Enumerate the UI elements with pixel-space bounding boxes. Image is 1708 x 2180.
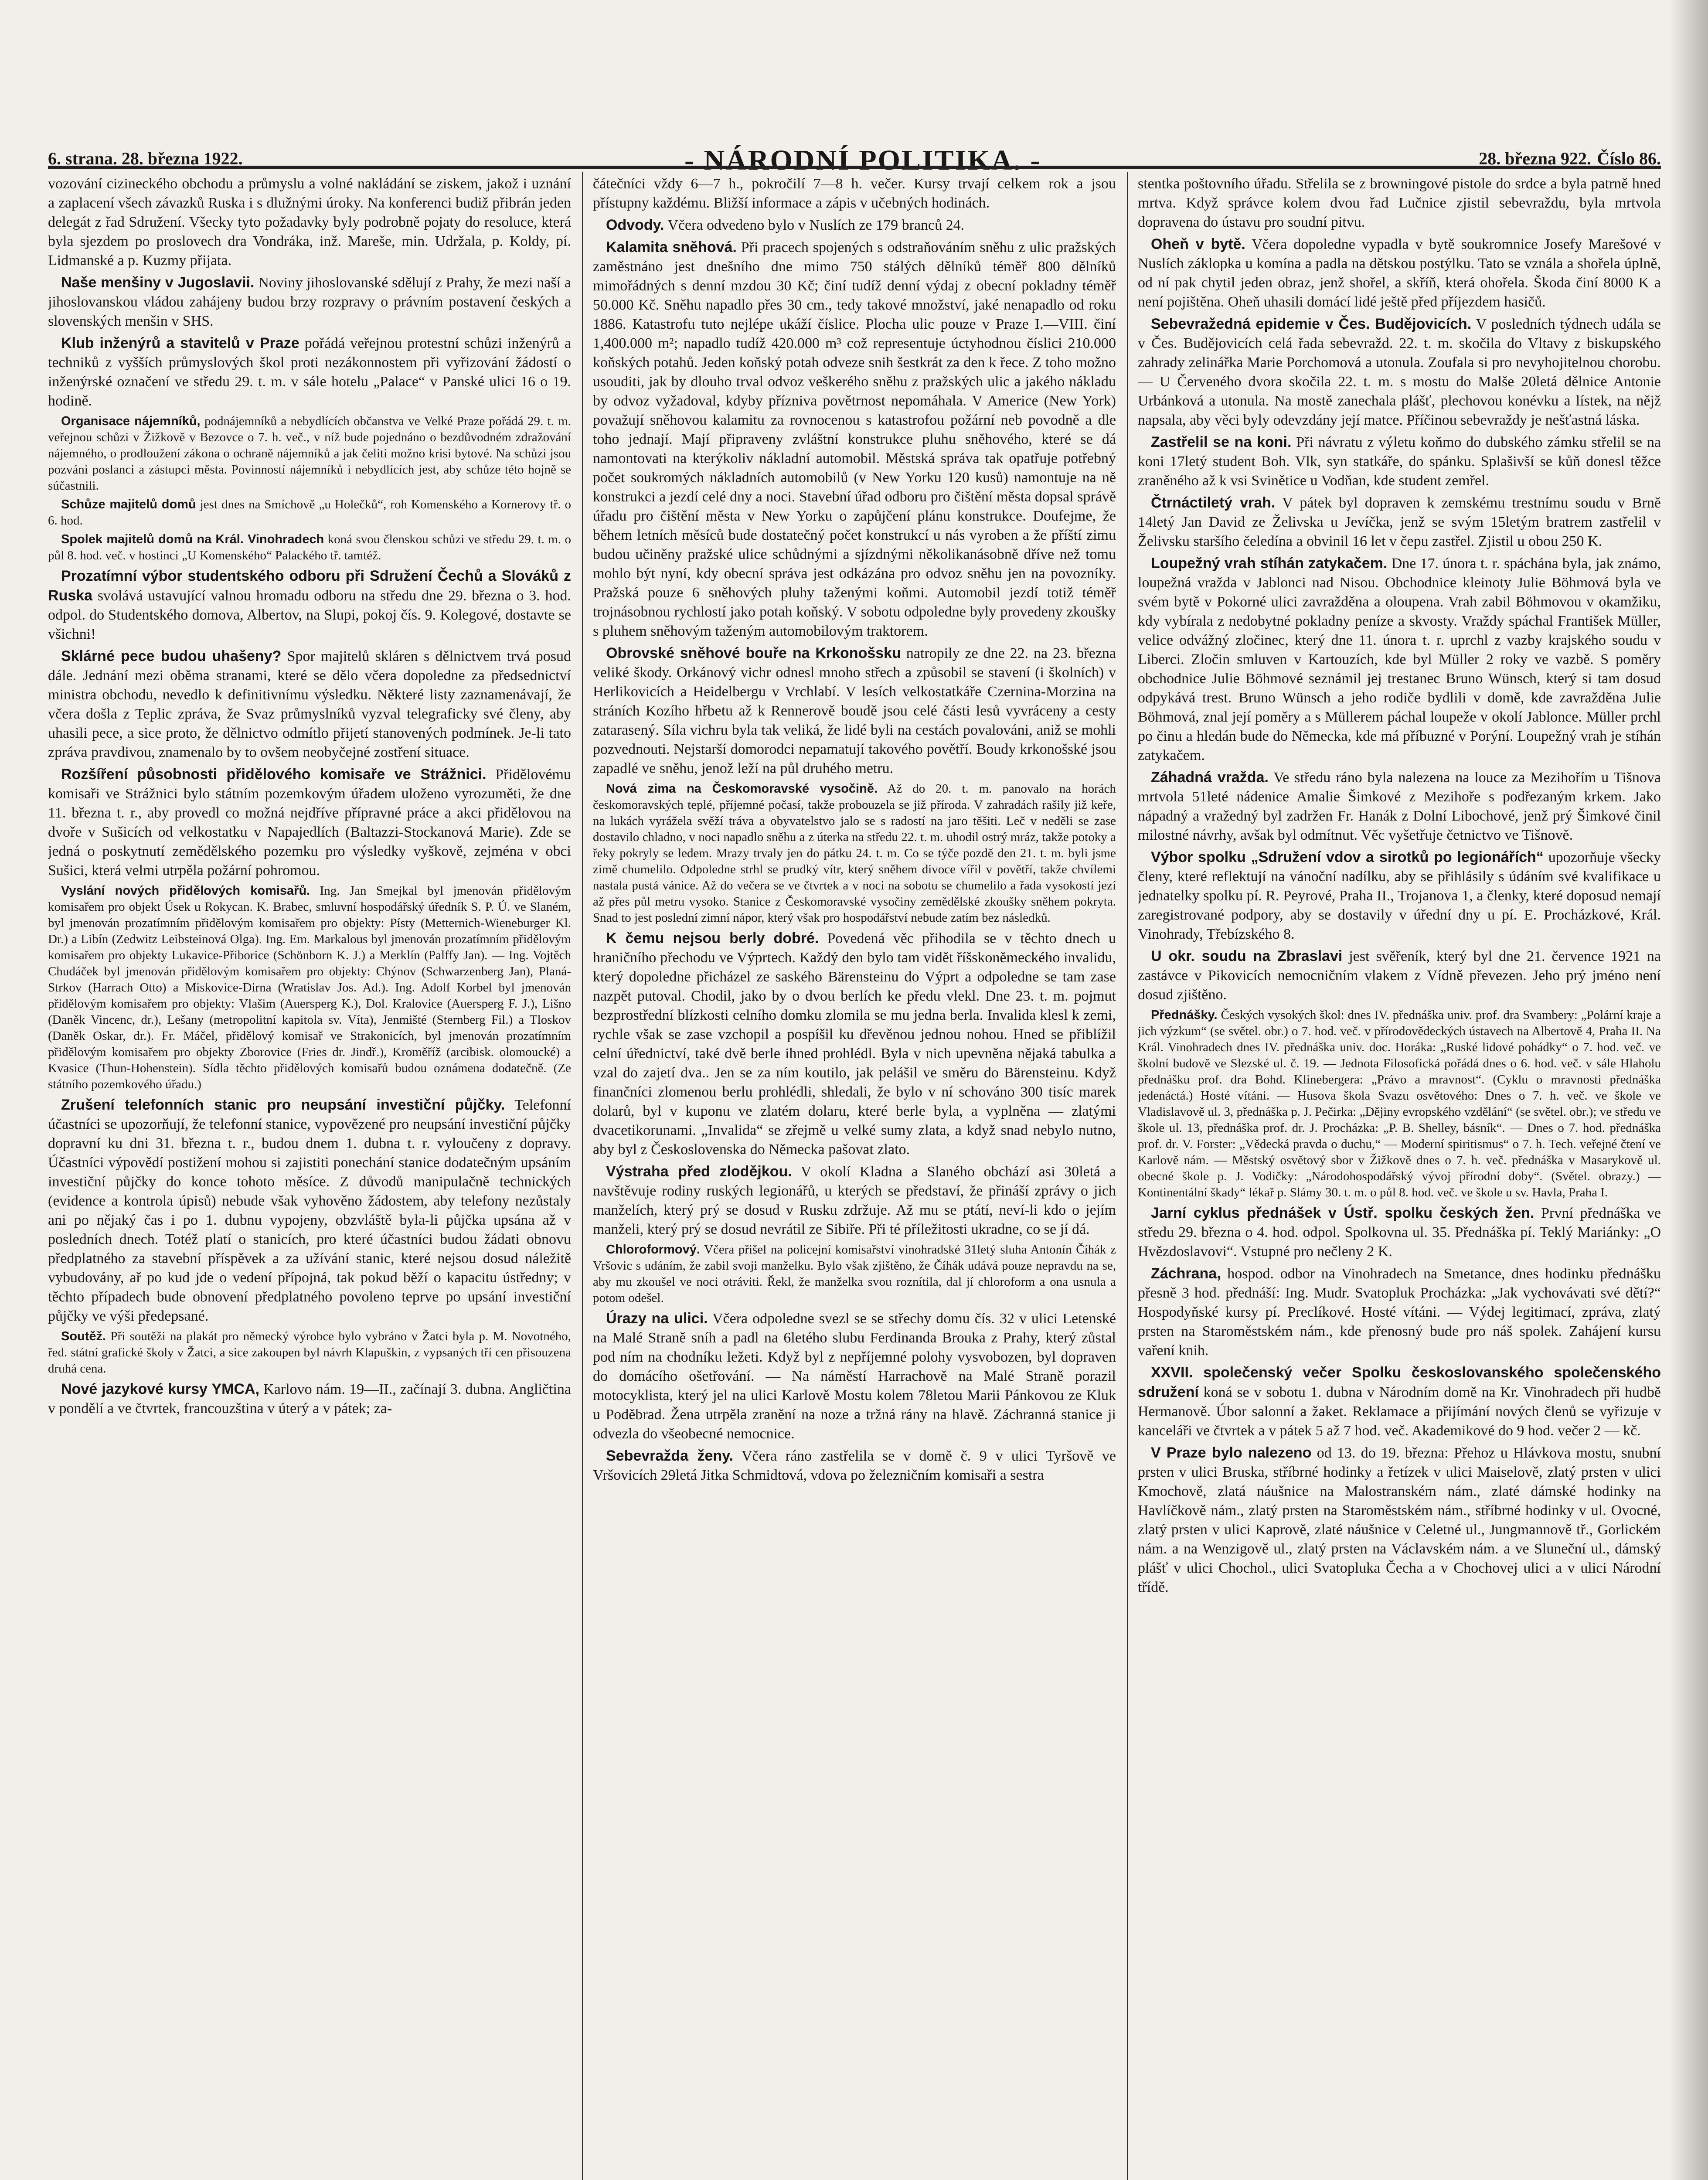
article-title: Soutěž.: [61, 1329, 106, 1343]
article: [48, 174, 571, 270]
article: [1138, 1007, 1661, 1201]
article: [48, 1380, 571, 1418]
article: [593, 781, 1116, 926]
article: [1138, 174, 1661, 232]
article-text: Včera odvedeno bylo v Nuslích ze 179 branců 24.: [667, 217, 965, 233]
article-text: od 13. do 19. března: Přehoz u Hlávkova mostu, snubní prsten v ulici Bruska, stříbrné hodinky a řetízek v ulici Maiselově, zlatý prsten v ulici Kmochově, zlatá náušnice na Malostranském nám., zlaté dámské hodinky na Havlíčkově nám., zlatý prsten na Staroměstském nám., stříbrné hodinky v ul. Ovocné, zlatý prsten v ulici Kaprově, zlaté náušnice v Celetné ul., Jungmannově tř., Gorlickém nám. a na Wenzigově ul., zlatý prsten na Václavském nám. a ve Sluneční ul., dámský plášť v ulici Chochol., ulici Svatopluka Čecha a v Chochovej ulici a v ulici Národní třídě.: [1138, 1445, 1661, 1595]
article-text: Včera odpoledne svezl se se střechy domu čís. 32 v ulici Letenské na Malé Straně sníh a padl na 6letého slubu Ferdinanda Brouka z Prahy, který zůstal pod ním na chodníku ležeti. Když byl z nepříjemné polohy vysvobozen, byl dopraven do domácího ošetřování. — Na náměstí Harrachově na Malé Straně porazil motocyklista, který jel na ulici Karlově Mostu kolem 78letou Marii Pánkovou ze Kluk u Poděbrad. Žena utrpěla zranění na noze a tržná rány na hlavě. Záchranná stanice ji odvezla do všeobecné nemocnice.: [593, 1311, 1116, 1442]
article: [1138, 493, 1661, 551]
article: [593, 1242, 1116, 1306]
article: [48, 883, 571, 1093]
column-divider: [1127, 172, 1128, 2180]
article-title: Prozatímní výbor studentského odboru při Sdružení Čechů a Slováků z Ruska: [48, 568, 571, 604]
article-title: Spolek majitelů domů na Král. Vinohradech: [61, 532, 324, 546]
article-title: Výstraha před zlodějkou.: [606, 1163, 792, 1180]
article-title: Záhadná vražda.: [1151, 769, 1269, 786]
article: [48, 566, 571, 644]
article-text: pořádá veřejnou protestní schůzi inženýrů a techniků z vyšších průmyslových škol proti nezákonnostem při vyřizování žádostí o inženýrské označení ve středu 29. t. m. v sále hotelu „Palace“ v Panské ulici 16 o 19. hodině.: [48, 335, 571, 409]
article-text: hospod. odbor na Vinohradech na Smetance, dnes hodinku přednášku přesně 3 hod. přednáší: Ing. Mudr. Svatopluk Procházka: „Jak vychovávati své dětí?“ Hospodyňské kursy pí. Preclíkové. Hosté vítáni. — Výdej legitimací, zpráva, zlatý prsten na Staroměstském nám., kde přenosný bude pro náš spolek. Zahájení kursu vaření knih.: [1138, 1266, 1661, 1359]
article-text: koná svou členskou schůzi ve středu 29. t. m. o půl 8. hod. več. v hostinci „U Komenského“ Palackého tř. tamtéž.: [48, 532, 571, 562]
article-text: Ve středu ráno byla nalezena na louce za Mezihořím u Tišnova mrtvola 51leté nádenice Amalie Šimkové z Mezihoře s podřezaným krkem. Jako nápadný a vražedný byl zadržen Fr. Hanák z Dolní Libochové, jenž prý Šimkové činil milostné návrhy, avšak byl odmítnut. Věc vyšetřuje četnictvo ve Tišnově.: [1138, 770, 1661, 843]
article-text: Při návratu z výletu koňmo do dubského zámku střelil se na koni 17letý student Boh. Vlk, syn statkáře, do spánku. Splašivší se kůň donesl těžce zraněného až k vsi Svinětice u Vodňan, kde student zemřel.: [1138, 434, 1661, 489]
article: [48, 497, 571, 529]
article: [1138, 1203, 1661, 1261]
article-title: Organisace nájemníků,: [61, 414, 201, 428]
article-text: Přidělovému komisaři ve Strážnici bylo státním pozemkovým úřadem uloženo vyrozuměti, že dne 11. března t. r., aby provedl co možná nejdříve přípravné práce a akci přidělovou na dvoře v Sušicích od velkostatku v Napajedlích (Baltazzi-Stockanová Marie). Zde se jedná o poskytnutí zemědělského pozemku pro výsledky vyškově, zejména v obci Sušici, která velmi utrpěla požární pohromou.: [48, 766, 571, 879]
article: [593, 1162, 1116, 1239]
article: [593, 1446, 1116, 1485]
article-title: Oheň v bytě.: [1151, 236, 1245, 252]
article-text: jest dnes na Smíchově „u Holečků“, roh Komenského a Kornerovy tř. o 6. hod.: [48, 497, 571, 528]
article-text: svolává ustavující valnou hromadu odboru na středu dne 29. března o 3. hod. odpol. do Studentského domova, Albertov, na Slupi, pokoj čís. 9. Kolegové, dostavte se všichni!: [48, 588, 571, 642]
article-title: Výbor spolku „Sdružení vdov a sirotků po legionářích“: [1151, 849, 1544, 865]
article-text: Českých vysokých škol: dnes IV. přednáška univ. prof. dra Svambery: „Polární kraje a jich výzkum“ (se světel. obr.) o 7. hod. več. v přírodovědeckých ústavech na Albertově 4, Praha II. Na Král. Vinohradech dnes IV. přednáška univ. doc. Horáka: „Ruské lidové pohádky“ o 7. hod. več. ve školní budově ve Slezské ul. č. 19. — Jednota Filosofická pořádá dnes o 6. hod. več. v sále Hlaholu přednášku prof. dra Bohd. Klinebergera: „Právo a mravnost“. (Cyklu o mravnosti přednáška jedenáctá.) Hosté vítáni. — Husova škola Svazu osvětového: Dnes o 7. h. več. ve škole ve Vladislavově ul. 3, přednáška p. J. Pečirka: „Dějiny evropského vzdělání“ (se světel. obr.); ve středu ve škole ul. 13, přednáška prof. dr. J. Procházka: „P. B. Shelley, básník“. — Dnes o 7. hod. přednáška prof. dr. V. Forster: „Vědecká pravda o duchu,“ — Moderní spiritismus“ o 7. h. Tech. veřejné čtení ve Karlově nám. — Městský osvětový sbor v Žižkově dnes o 7. h. več. přednáška v Masarykově ul. obecné škole p. J. Vodičky: „Národohospodářský vývoj přírodní doby“. (Světel. obrazy.) — Kontinentální škady“ lékař p. Slámy 30. t. m. o půl 8. hod. več. ve škole u sv. Havla, Praha I.: [1138, 1008, 1661, 1199]
article-title: Čtrnáctiletý vrah.: [1151, 494, 1276, 511]
article: [1138, 1363, 1661, 1441]
article-title: V Praze bylo nalezeno: [1151, 1444, 1312, 1461]
article: [48, 273, 571, 331]
article-text: stentka poštovního úřadu. Střelila se z browningové pistole do srdce a byla patrně hned mrtva. Když správce kolem dvou řad Lučnice zjistil sebevraždu, byla mrtvola dopravena do ústavu pro soudní pitvu.: [1138, 176, 1661, 230]
article-text: Povedená věc přihodila se v těchto dnech u hraničního přechodu ve Výprtech. Každý den bylo tam vidět říšskoněmeckého invalidu, který dopoledne přicházel ze saského Bärensteinu do Výprt a odpoledne se tam zase nazpět putoval. Chodil, jako by o dvou berlích ke předu vlekl. Dne 23. t. m. pojmut bezprostřední blízkosti celního domku zlomila se mu jedna berla. Invalida klesl k zemi, rychle však se zase vzchopil a pospíšil ku dřevěnou jednou nohou. Hned se přiblížil celní úřednictví, také dvě berle ihned prohlédl. Byla v nich upevněna nějaká tabulka a vzal do zajetí dva.. Jen se za ním koutilo, jak pelášil ve směru do Bärensteinu. Když finančníci zlomenou berlu prohlédli, shledali, že bylo v ní schováno 300 tisíc marek dolarů, byl v kuponu ve zlatém dolaru, které berle byla, a vyplněna — zlatými dvacetikorunami. „Invalida“ se zřejmě u velké sumy zlata, a když snad nebylo nutno, aby byl z Československa do Německa pašovat zlato.: [593, 930, 1116, 1158]
masthead: - NÁRODNÍ POLITIKA. -: [684, 144, 1041, 176]
article-title: Záchrana,: [1151, 1265, 1221, 1282]
article: [593, 644, 1116, 778]
article: [48, 765, 571, 880]
article-title: Obrovské sněhové bouře na Krkonošsku: [606, 645, 901, 661]
article-text: Včera přišel na policejní komisařství vinohradské 31letý sluha Antonín Číhák z Vršovic s udáním, že zabil svoji manželku. Bylo však zjištěno, že Číhák udává pouze nepravdu na se, aby mu zkoušel ve noci otráviti. Řekl, že manželka svou roznítila, dal jí chloroform a ona usnula a potom odešel.: [593, 1243, 1116, 1305]
article-text: Včera ráno zastřelila se v domě č. 9 v ulici Tyršově ve Vršovicích 29letá Jitka Schmidtová, vdova po železničním komisaři a sestra: [593, 1448, 1116, 1483]
article: [1138, 768, 1661, 845]
article-text: Až do 20. t. m. panovalo na horách českomoravských teplé, příjemné počasí, takže probouzela se již příroda. V zahradách rašily již keře, na lukách vyrážela svěží tráva a obyvatelstvo jalo se s radostí na jaro těšiti. Leč v neděli se zase dostavilo chladno, v noci napadlo sněhu a z úterka na středu 22. t. m. uhodil ostrý mráz, takže potoky a řeky pokryly se ledem. Mrazy trvaly jen do pátku 24. t. m. Co se týče pozdě den 21. t. m. byli jsme zimě chumelilo. Odpoledne strhl se prudký vítr, který sněhem divoce vířil v povětří, takže chvílemi nastala pustá vánice. Až do večera se ve čtvrtek a v noci na sobotu se chumelilo a řada vysokostí jezí až přes půl metru vysoko. Stanice z Českomoravské vysočiny zemědělské zkoušky sněhem pokryta. Snad to jest poslední zimní nápor, který však pro hospodářství nebude zatím bez následků.: [593, 782, 1116, 925]
article: [593, 215, 1116, 235]
article: [48, 531, 571, 564]
article-text: V okolí Kladna a Slaného obchází asi 30letá a navštěvuje rodiny ruských legionářů, u kterých se představí, že přináší zprávy o jich manželích, který prý se dosud v Rusku zdržuje. Až mu se ptátí, neví-li kdo o jejím manželi, který prý se dosud nevrátil ze Sibiře. Při té příležitosti ukradne, co se jí dá.: [593, 1164, 1116, 1237]
article-text: Telefonní účastníci se upozorňují, že telefonní stanice, vypovězené pro neupsání investiční půjčky dopravní ku dni 31. března t. r., budou dnem 1. dubna t. r. vyloučeny z dopravy. Účastníci výpovědí postižení mohou si zajistiti ponechání stanice dodatečným upsáním investiční půjčky do konce tohoto měsíce. Z důvodů manipulačně technických (evidence a kontrola úpisů) nebude však vyhověno žádostem, aby telefony nezůstaly ani po nějaký čas i po 1. dubnu vypojeny, obzvláště byla-li půjčka upsána až v posledních dnech. Totéž platí o stanicích, pro které účastníci budou žádati obnovu předplatného za stavební příspěvek a za užívání stanic, které nejsou dosud náležitě vybudovány, ař po kud jde o vedení přípojná, tak pokud běží o kapacitu ústředny; v těchto případech bude obnovení předplatného povoleno teprve po upsání investiční půjčky ve výši předepsané.: [48, 1097, 571, 1324]
article-text: V posledních týdnech udála se v Čes. Budějovicích celá řada sebevražd. 22. t. m. skočila do Vltavy z biskupského zahrady zelinářka Marie Porchomová a utonula. Zoufala si pro nevyhojitelnou chorobu. — U Červeného dvora skočila 22. t. m. s mostu do Malše 20letá dělnice Antonie Urbánková a utonula. Na mostě zanechala plášť, plechovou konévku a lístek, na nějž napsala, aby věci byly odevzdány její matce. Příčinou sebevraždy je nešťastná láska.: [1138, 316, 1661, 428]
page-header: [48, 17, 1661, 176]
article: [1138, 1443, 1661, 1597]
article-title: K čemu nejsou berly dobré.: [606, 930, 819, 947]
article-title: Chloroformový.: [606, 1243, 700, 1257]
article-text: Při soutěži na plakát pro německý výrobce bylo vybráno v Žatci byla p. M. Novotného, řed. státní grafické školy v Žatci, a sice zakoupen byl návrh Klapuškin, z vypsaných tří cen přisouzena druhá cena.: [48, 1329, 571, 1376]
issue-number: Číslo 86.: [1597, 149, 1661, 168]
article-title: Vyslání nových přidělových komisařů.: [61, 884, 310, 898]
article-text: První přednáška ve středu 29. března o 4. hod. odpol. Spolkovna ul. 35. Přednáška pí. Teklý Mariánky: „O Hvězdoslavovi“. Vstupné pro nečleny 2 K.: [1138, 1205, 1661, 1260]
article: [593, 174, 1116, 213]
article: [1138, 947, 1661, 1005]
article-text: V pátek byl dopraven k zemskému trestnímu soudu v Brně 14letý Jan David ze Želivska u Jevíčka, jenž se svým 15letým bratrem zastřelil v Želivsku staršího čeledína a obvinil 16 let v čepu zastřel. Zjistil u obou 250 K.: [1138, 495, 1661, 549]
article-text: Včera dopoledne vypadla v bytě soukromnice Josefy Marešové v Nuslích záklopka u komína a padla na dětskou postýlku. Tato se vznála a shořela úplně, od ní pak chytil jeden obraz, jenž shořel, a skříň, která ohořela. Škoda činí 8000 K a není pojištěna. Oheň uhasili domácí lidé ještě před příjezdem hasičů.: [1138, 236, 1661, 310]
article-title: Klub inženýrů a stavitelů v Praze: [61, 335, 299, 351]
article: [48, 647, 571, 762]
issue-date: 28. března 922.: [1479, 149, 1591, 168]
article-title: Sklárné pece budou uhašeny?: [61, 648, 282, 664]
header-rule: [48, 166, 1661, 169]
column-3: [1138, 174, 1661, 2180]
article: [593, 238, 1116, 641]
column-divider: [582, 172, 583, 2180]
article-title: Sebevražda ženy.: [606, 1448, 734, 1464]
article: [1138, 433, 1661, 490]
article: [1138, 314, 1661, 430]
article-text: Ing. Jan Smejkal byl jmenován přidělovým komisařem pro objekt Úsek u Rokycan. K. Brabec, smluvní hospodářský úředník S. P. Ú. ve Slaném, byl jmenován prozatímním přidělovým komisařem pro objekty: Písty (Metternich-Wieneburger Kl. Dr.) a Libín (Zedwitz Leibsteinová Olga). Ing. Em. Markalous byl jmenován prozatímním přidělovým komisařem pro objekty Lukavice-Přiborice (Schönborn K. J.) a Merklín (Palffy Jan). — Ing. Vojtěch Chudáček byl jmenován přidělovým komisařem pro objekty: Chýnov (Schwarzenberg Jan), Planá-Strkov (Harrach Otto) a Miskovice-Dirna (Wratislav Jos. Ad.). Ing. Adolf Korbel byl jmenován přidělovým komisařem pro objekty: Vlašim (Auersperg K.), Dol. Kralovice (Auersperg F. J.), Lišno (Daněk Vincenc, dr.), Lešany (metropolitní kapitola sv. Víta), Jenmišté (Sternberg Fil.) a Tloskov (Daněk Oskar, dr.). Fr. Máčel, přidělový komisař ve Strakonicích, byl jmenován prozatímním přidělovým komisařem pro objekty Zborovice (Fries dr. Jindř.), Kroměříž (arcibisk. olomoucké) a Kvasice (Thun-Hohenstein). Sídla těchto přidělových komisařů budou oznámena dodatečně. (Ze státního pozemkového úřadu.): [48, 884, 571, 1091]
article-title: Zastřelil se na koni.: [1151, 434, 1292, 450]
article: [593, 929, 1116, 1159]
article-text: podnájemníků a nebydlících občanstva ve Velké Praze pořádá 29. t. m. veřejnou schůzi v Žižkově v Bezovce o 7. h. več., v níž bude pojednáno o bezdůvodném zdražování nájemného, o prodloužení zákona o ochraně nájemníků a jak čeliti možno krisi bytové. Na schůzi jsou pozváni poslanci a zástupci města. Povinností nájemníků i nebydlících jest, aby schůze této hojně se súčastnili.: [48, 414, 571, 493]
page-edge-shadow: [1669, 0, 1708, 2180]
article: [593, 1309, 1116, 1444]
article-text: Noviny jihoslovanské sdělují z Prahy, že mezi naší a jihoslovanskou vládou zahájeny budou brzy rozpravy o právním postavení českých a slovenských menšin v SHS.: [48, 275, 571, 329]
article: [48, 1095, 571, 1326]
article-text: Spor majitelů skláren s dělnictvem trvá posud dále. Jednání mezi oběma stranami, které se dělo včera dopoledne za předsednictví ministra obchodu, nevedlo k definitivnímu výsledku. Některé listy zaznamenávají, že včera došla z Teplic zpráva, že Svaz průmyslníků vyzval telegraficky své členy, aby uhasili pece, a sice proto, že dělnictvo odmítlo přijetí stanovených podmínek. Je-li tato zpráva pravdivou, znamenalo by to ovšem neobyčejné zostření situace.: [48, 648, 571, 760]
article-title: Schůze majitelů domů: [61, 497, 196, 511]
article: [1138, 235, 1661, 312]
page-label: 6. strana. 28. března 1922.: [48, 149, 243, 168]
article-title: Nová zima na Českomoravské vysočině.: [606, 782, 878, 796]
article-text: jest svěřeník, který byl dne 21. července 1921 na zastávce v Pikovicích nemocničním vlakem z Vídně převezen. Jeho prý jméno není dosud zjištěno.: [1138, 948, 1661, 1003]
column-2: [593, 174, 1116, 2180]
article: [1138, 554, 1661, 765]
article-title: Nové jazykové kursy YMCA,: [61, 1381, 260, 1397]
article-title: Odvody.: [606, 217, 664, 233]
article-text: Karlovo nám. 19—II., začínají 3. dubna. Angličtina v pondělí a ve čtvrtek, francouzština v úterý a v pátek; za-: [48, 1381, 571, 1417]
article: [1138, 1264, 1661, 1360]
article-title: Kalamita sněhová.: [606, 239, 737, 255]
article-title: Sebevražedná epidemie v Čes. Budějovicích.: [1151, 316, 1472, 332]
article-text: Dne 17. února t. r. spáchána byla, jak známo, loupežná vražda v Jablonci nad Nisou. Obchodnice kleinoty Julie Böhmová byla ve svém bytě v Pokorné ulici zavražděna a oloupena. Vrah zabil Böhmovou v okamžiku, kdy vybírala z nedobytné pokladny peníze a skvosty. Vraždy spáchal František Müller, velice odvážný zločinec, který dne 11. února t. r. uprchl z vazby krajského soudu v Liberci. Zločin smluven v Kartouzích, kde byl Müller 2 roky ve vazbě. S poměry obchodnice Julie Böhmové seznámil jej trestanec Bruno Wünsch, který si tam dosud odpykává trest. Bruno Wünsch a jeho rodiče bydlili v domě, kde zavražděna Julie Böhmová, znal její poměry a s Müllerem páchal loupeže v okolí Jablonce. Müller prchl po činu a hledán bude do Německa, kde má příbuzné v Porýní. Loupežný vrah je stíhán zatykačem.: [1138, 555, 1661, 763]
article: [48, 413, 571, 494]
article-title: Jarní cyklus přednášek v Ústř. spolku českých žen.: [1151, 1205, 1534, 1221]
article-text: koná se v sobotu 1. dubna v Národním domě na Kr. Vinohradech při hudbě Hermanově. Úbor salonní a žaket. Reklamace a přijímání nových členů se vyřizuje v kanceláři ve čtvrtek a v pátek 5 až 7 hod. več. Akademikové do 9 hod. večer 2 — kč.: [1138, 1384, 1661, 1439]
article-text: upozorňuje všecky členy, které reflektují na vánoční nadílku, aby se přihlásily s údáním své kvalifikace u jednatelky spolku pí. R. Peyrové, Praha II., Trojanova 1, a členky, které doposud nemají zaregistrované podpory, aby se dostavily v úřední dny u pí. E. Procházkové, Král. Vinohrady, Třebízského 8.: [1138, 849, 1661, 942]
article: [48, 334, 571, 411]
article-title: Přednášky.: [1151, 1008, 1218, 1022]
article-title: Loupežný vrah stíhán zatykačem.: [1151, 555, 1388, 572]
article-text: Při pracech spojených s odstraňováním sněhu z ulic pražských zaměstnáno jest dnešního dne mimo 750 stálých dělníků téměř 800 dělníků mimořádných s denní mzdou 30 Kč; činí tudíž denní výdaj z obecní pokladny téměř 50.000 Kč. Sněhu napadlo přes 30 cm., tedy takové množství, jaké nenapadlo od roku 1886. Katastrofu tuto nejlépe ukáží číslice. Plocha ulic pouze v Praze I.—VIII. činí 1,400.000 m²; napadlo tudíž 420.000 m³ což representuje úctyhodnou číslici 210.000 koňských potahů. Jeden koňský potah odveze snih šestkrát za den k řece. Z toho možno usouditi, jak by dlouho trval odvoz veškerého sněhu z pražských ulic a jakého nákladu by odvoz vyžadoval, kdyby přízniva povětrnost nepomáhala. V Americe (New York) považují sněhovou kalamitu za rovnocenou s katastrofou požární neb povodně a dle toho jednají. Mají připraveny zvláštní konstrukce pluhu sněhového, které se dá namontovati na kterýkoliv nákladní automobil. Městská správa tak opatřuje potřebný počet soukromých nákladních automobilů (v New Yorku 120 kusů) namontuje na ně konstrukci a jezdí celé dny a noci. Stavební úřad odboru pro čištění města dopsal správě úřadu pro čištění města v New Yorku o zapůjčení plánu konstrukce. Doufejme, že během letních měsíců bude dostatečný počet konstrukcí u nás vyroben a že příští zimu budou učiněny pražské ulice schůdnými a sjízdnými několikanásobně dříve než tomu mohlo být nyní, kdy obecní správa jest odkázána pro odvoz sněhu jen na povozníky. Pražská pouze 6 sněhových pluhy taženými koňmi. Automobil jezdí totiž téměř trojnásobnou rychlostí jako potah koňský. V sobotu odpoledne byly provedeny zkoušky s pluhem sněhovým taženým automobilovým traktorem.: [593, 239, 1116, 639]
article-text: natropily ze dne 22. na 23. března veliké škody. Orkánový vichr odnesl mnoho střech a způsobil se stavení (i školních) v Herlikovicích a Heidelbergu v Vrchlabí. V lesích velkostatkáře Czernina-Morzina na stráních Kozího hřbetu až k Rennerově boudě jsou celé části lesů vyvráceny a cesty zatarasený. Síla vichru byla tak veliká, že lidé byli na cestách povalováni, aniž se mohli pozvednouti. Nejstarší domorodci nepamatují takového povětří. Boudy krkonošské jsou zapadlé ve sněhu, jenož leží na půl druhého metru.: [593, 645, 1116, 777]
article-title: Naše menšiny v Jugoslavii.: [61, 274, 255, 291]
article: [1138, 848, 1661, 944]
article: [48, 1328, 571, 1377]
article-title: Úrazy na ulici.: [606, 1310, 708, 1327]
column-1: [48, 174, 571, 2180]
article-text: čátečníci vždy 6—7 h., pokročilí 7—8 h. večer. Kursy trvají celkem rok a jsou přístupny každému. Bližší informace a zápis v učebných hodinách.: [593, 176, 1116, 211]
article-title: U okr. soudu na Zbraslavi: [1151, 948, 1343, 964]
article-title: Rozšíření působnosti přidělového komisaře ve Strážnici.: [61, 766, 487, 783]
article-title: Zrušení telefonních stanic pro neupsání investiční půjčky.: [61, 1097, 505, 1113]
article-title: XXVII. společenský večer Spolku českoslovanského společenského sdružení: [1138, 1364, 1661, 1400]
article-text: vozování cizineckého obchodu a průmyslu a volné nakládání se ziskem, jakož i uznání a zaplacení všech závazků Ruska i s dlužnými úroky. Na konferenci budiž přibrán jeden delegát z řad Sdružení. Všecky tyto požadavky byly podrobně pojaty do resoluce, která byla sjezdem po proslovech dra Vondráka, inž. Mareše, min. Udržala, p. Koldy, pí. Lidmanské a p. Kuzmy přijata.: [48, 176, 571, 269]
